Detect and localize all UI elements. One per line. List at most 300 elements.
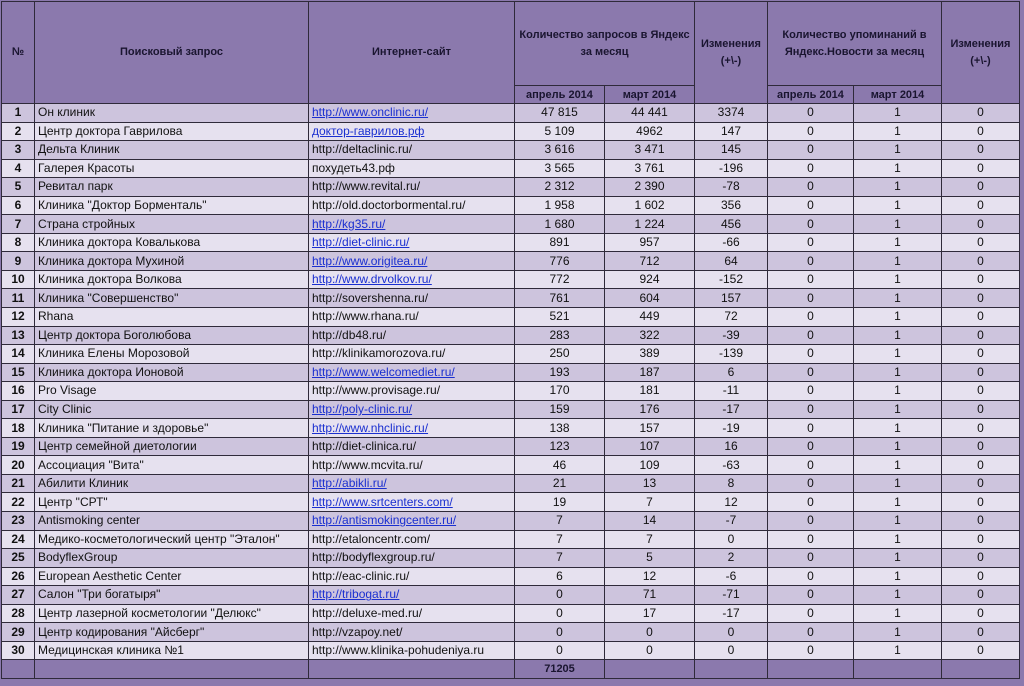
requests-change-cell[interactable]: -78 [695, 178, 768, 197]
april-requests-cell[interactable]: 3 565 [515, 159, 605, 178]
april-mentions-cell[interactable]: 0 [768, 641, 854, 660]
row-number[interactable]: 11 [2, 289, 35, 308]
query-cell[interactable]: Rhana [35, 308, 309, 327]
march-requests-cell[interactable]: 0 [605, 641, 695, 660]
row-number[interactable]: 27 [2, 586, 35, 605]
requests-change-cell[interactable]: -39 [695, 326, 768, 345]
query-cell[interactable]: BodyflexGroup [35, 549, 309, 568]
query-cell[interactable]: Клиника доктора Ионовой [35, 363, 309, 382]
row-number[interactable]: 3 [2, 141, 35, 160]
march-mentions-cell[interactable]: 1 [854, 604, 942, 623]
march-mentions-cell[interactable]: 1 [854, 382, 942, 401]
site-link[interactable]: http://www.nhclinic.ru/ [312, 420, 429, 435]
requests-change-cell[interactable]: 145 [695, 141, 768, 160]
site-cell[interactable]: http://old.doctorbormental.ru/ [309, 196, 515, 215]
query-cell[interactable]: Галерея Красоты [35, 159, 309, 178]
col-requests-header[interactable]: Количество запросов в Яндекс за месяц [515, 2, 695, 86]
march-requests-cell[interactable]: 957 [605, 233, 695, 252]
march-mentions-cell[interactable]: 1 [854, 308, 942, 327]
april-mentions-cell[interactable]: 0 [768, 419, 854, 438]
march-requests-cell[interactable]: 712 [605, 252, 695, 271]
march-requests-cell[interactable]: 7 [605, 530, 695, 549]
site-cell[interactable] [309, 493, 515, 512]
site-cell[interactable] [309, 400, 515, 419]
march-mentions-cell[interactable]: 1 [854, 233, 942, 252]
march-mentions-cell[interactable]: 1 [854, 493, 942, 512]
mentions-change-cell[interactable]: 0 [942, 363, 1020, 382]
row-number[interactable]: 14 [2, 345, 35, 364]
site-link[interactable]: http://www.origitea.ru/ [312, 253, 428, 268]
march-mentions-cell[interactable]: 1 [854, 549, 942, 568]
requests-change-cell[interactable]: 0 [695, 530, 768, 549]
april-requests-cell[interactable]: 170 [515, 382, 605, 401]
query-cell[interactable]: Ассоциация "Вита" [35, 456, 309, 475]
site-cell[interactable] [309, 512, 515, 531]
march-mentions-cell[interactable]: 1 [854, 159, 942, 178]
query-cell[interactable]: Pro Visage [35, 382, 309, 401]
row-number[interactable]: 26 [2, 567, 35, 586]
requests-change-cell[interactable]: 64 [695, 252, 768, 271]
april-requests-cell[interactable]: 772 [515, 270, 605, 289]
mentions-change-cell[interactable]: 0 [942, 196, 1020, 215]
site-cell[interactable]: http://www.revital.ru/ [309, 178, 515, 197]
march-requests-cell[interactable]: 1 602 [605, 196, 695, 215]
mentions-change-cell[interactable]: 0 [942, 289, 1020, 308]
april-requests-cell[interactable]: 19 [515, 493, 605, 512]
site-link[interactable]: http://tribogat.ru/ [312, 587, 400, 602]
query-cell[interactable]: Абилити Клиник [35, 474, 309, 493]
mentions-change-cell[interactable]: 0 [942, 474, 1020, 493]
query-cell[interactable]: Салон "Три богатыря" [35, 586, 309, 605]
site-cell[interactable]: http://www.mcvita.ru/ [309, 456, 515, 475]
requests-change-cell[interactable]: -66 [695, 233, 768, 252]
march-mentions-cell[interactable]: 1 [854, 104, 942, 123]
april-mentions-cell[interactable]: 0 [768, 104, 854, 123]
query-cell[interactable]: Дельта Клиник [35, 141, 309, 160]
april-mentions-cell[interactable]: 0 [768, 382, 854, 401]
row-number[interactable]: 25 [2, 549, 35, 568]
mentions-change-cell[interactable]: 0 [942, 215, 1020, 234]
site-cell[interactable]: http://www.provisage.ru/ [309, 382, 515, 401]
april-mentions-cell[interactable]: 0 [768, 308, 854, 327]
col-num-header[interactable]: № [2, 2, 35, 104]
mentions-change-cell[interactable]: 0 [942, 549, 1020, 568]
query-cell[interactable]: Клиника доктора Мухиной [35, 252, 309, 271]
query-cell[interactable]: Центр доктора Боголюбова [35, 326, 309, 345]
query-cell[interactable]: Медицинская клиника №1 [35, 641, 309, 660]
march-requests-cell[interactable]: 17 [605, 604, 695, 623]
site-cell[interactable]: http://sovershenna.ru/ [309, 289, 515, 308]
row-number[interactable]: 29 [2, 623, 35, 642]
query-cell[interactable]: Клиника "Совершенство" [35, 289, 309, 308]
row-number[interactable]: 2 [2, 122, 35, 141]
row-number[interactable]: 28 [2, 604, 35, 623]
march-requests-cell[interactable]: 13 [605, 474, 695, 493]
mentions-change-cell[interactable]: 0 [942, 437, 1020, 456]
requests-change-cell[interactable]: -63 [695, 456, 768, 475]
query-cell[interactable]: Медико-косметологический центр "Эталон" [35, 530, 309, 549]
april-mentions-cell[interactable]: 0 [768, 512, 854, 531]
requests-change-cell[interactable]: 2 [695, 549, 768, 568]
april-requests-cell[interactable]: 7 [515, 549, 605, 568]
site-cell[interactable] [309, 419, 515, 438]
row-number[interactable]: 21 [2, 474, 35, 493]
site-cell[interactable]: http://etaloncentr.com/ [309, 530, 515, 549]
query-cell[interactable]: Страна стройных [35, 215, 309, 234]
april-requests-cell[interactable]: 0 [515, 623, 605, 642]
site-link[interactable]: http://www.drvolkov.ru/ [312, 272, 432, 287]
mentions-change-cell[interactable]: 0 [942, 308, 1020, 327]
row-number[interactable]: 1 [2, 104, 35, 123]
april-requests-cell[interactable]: 283 [515, 326, 605, 345]
site-link[interactable]: http://antismokingcenter.ru/ [312, 513, 457, 528]
query-cell[interactable]: Центр "СРТ" [35, 493, 309, 512]
site-link[interactable]: http://poly-clinic.ru/ [312, 402, 413, 417]
site-cell[interactable]: http://deltaclinic.ru/ [309, 141, 515, 160]
mentions-change-cell[interactable]: 0 [942, 104, 1020, 123]
site-cell[interactable] [309, 270, 515, 289]
site-cell[interactable] [309, 104, 515, 123]
march-requests-cell[interactable]: 181 [605, 382, 695, 401]
mentions-change-cell[interactable]: 0 [942, 345, 1020, 364]
march-mentions-cell[interactable]: 1 [854, 437, 942, 456]
mentions-change-cell[interactable]: 0 [942, 456, 1020, 475]
april-mentions-cell[interactable]: 0 [768, 400, 854, 419]
mentions-change-cell[interactable]: 0 [942, 623, 1020, 642]
mentions-change-cell[interactable]: 0 [942, 178, 1020, 197]
site-cell[interactable] [309, 215, 515, 234]
april-requests-cell[interactable]: 159 [515, 400, 605, 419]
march-requests-cell[interactable]: 5 [605, 549, 695, 568]
april-mentions-cell[interactable]: 0 [768, 122, 854, 141]
requests-change-cell[interactable]: 157 [695, 289, 768, 308]
requests-change-cell[interactable]: -139 [695, 345, 768, 364]
mentions-change-cell[interactable]: 0 [942, 604, 1020, 623]
total-value[interactable]: 71205 [515, 660, 605, 679]
march-requests-cell[interactable]: 71 [605, 586, 695, 605]
subheader-april-mentions[interactable]: апрель 2014 [768, 86, 854, 104]
march-requests-cell[interactable]: 107 [605, 437, 695, 456]
mentions-change-cell[interactable]: 0 [942, 400, 1020, 419]
row-number[interactable]: 22 [2, 493, 35, 512]
row-number[interactable]: 23 [2, 512, 35, 531]
query-cell[interactable]: Клиника "Доктор Борменталь" [35, 196, 309, 215]
march-mentions-cell[interactable]: 1 [854, 641, 942, 660]
march-requests-cell[interactable]: 44 441 [605, 104, 695, 123]
site-link[interactable]: http://www.onclinic.ru/ [312, 105, 429, 120]
april-mentions-cell[interactable]: 0 [768, 196, 854, 215]
april-mentions-cell[interactable]: 0 [768, 549, 854, 568]
march-requests-cell[interactable]: 157 [605, 419, 695, 438]
requests-change-cell[interactable]: 12 [695, 493, 768, 512]
site-cell[interactable] [309, 233, 515, 252]
site-link[interactable]: http://www.welcomediet.ru/ [312, 364, 455, 379]
march-requests-cell[interactable]: 1 224 [605, 215, 695, 234]
col-mentions-change-header[interactable]: Изменения (+\-) [942, 2, 1020, 104]
mentions-change-cell[interactable]: 0 [942, 530, 1020, 549]
march-mentions-cell[interactable]: 1 [854, 567, 942, 586]
site-link[interactable]: http://abikli.ru/ [312, 476, 387, 491]
mentions-change-cell[interactable]: 0 [942, 252, 1020, 271]
march-requests-cell[interactable]: 2 390 [605, 178, 695, 197]
query-cell[interactable]: Центр кодирования "Айсберг" [35, 623, 309, 642]
total-empty-cell[interactable] [35, 660, 309, 679]
site-cell[interactable] [309, 363, 515, 382]
row-number[interactable]: 6 [2, 196, 35, 215]
requests-change-cell[interactable]: -152 [695, 270, 768, 289]
requests-change-cell[interactable]: -19 [695, 419, 768, 438]
requests-change-cell[interactable]: -71 [695, 586, 768, 605]
requests-change-cell[interactable]: 3374 [695, 104, 768, 123]
april-requests-cell[interactable]: 761 [515, 289, 605, 308]
site-cell[interactable]: http://bodyflexgroup.ru/ [309, 549, 515, 568]
requests-change-cell[interactable]: 356 [695, 196, 768, 215]
march-mentions-cell[interactable]: 1 [854, 326, 942, 345]
mentions-change-cell[interactable]: 0 [942, 233, 1020, 252]
march-requests-cell[interactable]: 924 [605, 270, 695, 289]
site-cell[interactable]: http://www.rhana.ru/ [309, 308, 515, 327]
april-mentions-cell[interactable]: 0 [768, 493, 854, 512]
row-number[interactable]: 19 [2, 437, 35, 456]
march-mentions-cell[interactable]: 1 [854, 363, 942, 382]
march-mentions-cell[interactable]: 1 [854, 141, 942, 160]
april-mentions-cell[interactable]: 0 [768, 456, 854, 475]
april-mentions-cell[interactable]: 0 [768, 326, 854, 345]
april-requests-cell[interactable]: 46 [515, 456, 605, 475]
april-requests-cell[interactable]: 776 [515, 252, 605, 271]
mentions-change-cell[interactable]: 0 [942, 159, 1020, 178]
site-link[interactable]: доктор-гаврилов.рф [312, 123, 425, 138]
site-link[interactable]: http://diet-clinic.ru/ [312, 235, 410, 250]
site-cell[interactable]: http://deluxe-med.ru/ [309, 604, 515, 623]
march-mentions-cell[interactable]: 1 [854, 178, 942, 197]
query-cell[interactable]: City Clinic [35, 400, 309, 419]
query-cell[interactable]: Центр доктора Гаврилова [35, 122, 309, 141]
total-empty-cell[interactable] [942, 660, 1020, 679]
row-number[interactable]: 7 [2, 215, 35, 234]
mentions-change-cell[interactable]: 0 [942, 512, 1020, 531]
april-requests-cell[interactable]: 21 [515, 474, 605, 493]
row-number[interactable]: 10 [2, 270, 35, 289]
march-mentions-cell[interactable]: 1 [854, 530, 942, 549]
april-mentions-cell[interactable]: 0 [768, 363, 854, 382]
april-requests-cell[interactable]: 521 [515, 308, 605, 327]
query-cell[interactable]: Клиника доктора Волкова [35, 270, 309, 289]
requests-change-cell[interactable]: 72 [695, 308, 768, 327]
april-mentions-cell[interactable]: 0 [768, 215, 854, 234]
mentions-change-cell[interactable]: 0 [942, 270, 1020, 289]
mentions-change-cell[interactable]: 0 [942, 141, 1020, 160]
site-cell[interactable] [309, 122, 515, 141]
col-change-header[interactable]: Изменения (+\-) [695, 2, 768, 104]
row-number[interactable]: 18 [2, 419, 35, 438]
april-requests-cell[interactable]: 193 [515, 363, 605, 382]
march-mentions-cell[interactable]: 1 [854, 419, 942, 438]
site-cell[interactable]: http://www.klinika-pohudeniya.ru [309, 641, 515, 660]
april-requests-cell[interactable]: 2 312 [515, 178, 605, 197]
requests-change-cell[interactable]: 456 [695, 215, 768, 234]
march-mentions-cell[interactable]: 1 [854, 196, 942, 215]
site-cell[interactable]: похудеть43.рф [309, 159, 515, 178]
site-cell[interactable]: http://vzapoy.net/ [309, 623, 515, 642]
april-mentions-cell[interactable]: 0 [768, 567, 854, 586]
april-mentions-cell[interactable]: 0 [768, 233, 854, 252]
requests-change-cell[interactable]: -17 [695, 604, 768, 623]
total-empty-cell[interactable] [605, 660, 695, 679]
requests-change-cell[interactable]: 8 [695, 474, 768, 493]
april-mentions-cell[interactable]: 0 [768, 345, 854, 364]
march-mentions-cell[interactable]: 1 [854, 215, 942, 234]
march-requests-cell[interactable]: 3 761 [605, 159, 695, 178]
row-number[interactable]: 4 [2, 159, 35, 178]
requests-change-cell[interactable]: 0 [695, 641, 768, 660]
query-cell[interactable]: Центр семейной диетологии [35, 437, 309, 456]
site-cell[interactable] [309, 474, 515, 493]
row-number[interactable]: 9 [2, 252, 35, 271]
march-requests-cell[interactable]: 7 [605, 493, 695, 512]
april-mentions-cell[interactable]: 0 [768, 289, 854, 308]
march-requests-cell[interactable]: 449 [605, 308, 695, 327]
april-mentions-cell[interactable]: 0 [768, 141, 854, 160]
query-cell[interactable]: Центр лазерной косметологии "Делюкс" [35, 604, 309, 623]
april-requests-cell[interactable]: 123 [515, 437, 605, 456]
mentions-change-cell[interactable]: 0 [942, 586, 1020, 605]
query-cell[interactable]: Клиника Елены Морозовой [35, 345, 309, 364]
april-requests-cell[interactable]: 47 815 [515, 104, 605, 123]
mentions-change-cell[interactable]: 0 [942, 419, 1020, 438]
row-number[interactable]: 8 [2, 233, 35, 252]
april-requests-cell[interactable]: 0 [515, 641, 605, 660]
april-mentions-cell[interactable]: 0 [768, 437, 854, 456]
april-requests-cell[interactable]: 891 [515, 233, 605, 252]
row-number[interactable]: 24 [2, 530, 35, 549]
total-empty-cell[interactable] [854, 660, 942, 679]
requests-change-cell[interactable]: -11 [695, 382, 768, 401]
march-mentions-cell[interactable]: 1 [854, 456, 942, 475]
requests-change-cell[interactable]: -196 [695, 159, 768, 178]
col-mentions-header[interactable]: Количество упоминаний в Яндекс.Новости за месяц [768, 2, 942, 86]
march-requests-cell[interactable]: 604 [605, 289, 695, 308]
march-mentions-cell[interactable]: 1 [854, 623, 942, 642]
march-mentions-cell[interactable]: 1 [854, 512, 942, 531]
march-mentions-cell[interactable]: 1 [854, 270, 942, 289]
query-cell[interactable]: Клиника доктора Ковалькова [35, 233, 309, 252]
april-requests-cell[interactable]: 1 680 [515, 215, 605, 234]
april-requests-cell[interactable]: 1 958 [515, 196, 605, 215]
march-requests-cell[interactable]: 4962 [605, 122, 695, 141]
april-mentions-cell[interactable]: 0 [768, 252, 854, 271]
requests-change-cell[interactable]: 147 [695, 122, 768, 141]
march-requests-cell[interactable]: 109 [605, 456, 695, 475]
april-mentions-cell[interactable]: 0 [768, 178, 854, 197]
subheader-march[interactable]: март 2014 [605, 86, 695, 104]
april-requests-cell[interactable]: 0 [515, 604, 605, 623]
april-mentions-cell[interactable]: 0 [768, 159, 854, 178]
requests-change-cell[interactable]: 16 [695, 437, 768, 456]
site-cell[interactable] [309, 586, 515, 605]
row-number[interactable]: 5 [2, 178, 35, 197]
april-requests-cell[interactable]: 5 109 [515, 122, 605, 141]
april-mentions-cell[interactable]: 0 [768, 586, 854, 605]
site-cell[interactable] [309, 252, 515, 271]
march-mentions-cell[interactable]: 1 [854, 400, 942, 419]
march-requests-cell[interactable]: 389 [605, 345, 695, 364]
april-mentions-cell[interactable]: 0 [768, 270, 854, 289]
total-empty-cell[interactable] [768, 660, 854, 679]
march-requests-cell[interactable]: 187 [605, 363, 695, 382]
site-cell[interactable]: http://klinikamorozova.ru/ [309, 345, 515, 364]
query-cell[interactable]: Antismoking center [35, 512, 309, 531]
requests-change-cell[interactable]: 6 [695, 363, 768, 382]
april-requests-cell[interactable]: 3 616 [515, 141, 605, 160]
query-cell[interactable]: Клиника "Питание и здоровье" [35, 419, 309, 438]
total-empty-cell[interactable] [2, 660, 35, 679]
march-requests-cell[interactable]: 176 [605, 400, 695, 419]
april-mentions-cell[interactable]: 0 [768, 530, 854, 549]
query-cell[interactable]: Ревитал парк [35, 178, 309, 197]
row-number[interactable]: 15 [2, 363, 35, 382]
requests-change-cell[interactable]: -17 [695, 400, 768, 419]
march-mentions-cell[interactable]: 1 [854, 345, 942, 364]
row-number[interactable]: 17 [2, 400, 35, 419]
march-mentions-cell[interactable]: 1 [854, 474, 942, 493]
row-number[interactable]: 13 [2, 326, 35, 345]
march-requests-cell[interactable]: 3 471 [605, 141, 695, 160]
march-mentions-cell[interactable]: 1 [854, 586, 942, 605]
mentions-change-cell[interactable]: 0 [942, 493, 1020, 512]
row-number[interactable]: 12 [2, 308, 35, 327]
april-mentions-cell[interactable]: 0 [768, 623, 854, 642]
march-requests-cell[interactable]: 14 [605, 512, 695, 531]
april-requests-cell[interactable]: 6 [515, 567, 605, 586]
april-requests-cell[interactable]: 250 [515, 345, 605, 364]
query-cell[interactable]: Он клиник [35, 104, 309, 123]
row-number[interactable]: 30 [2, 641, 35, 660]
march-mentions-cell[interactable]: 1 [854, 252, 942, 271]
april-requests-cell[interactable]: 7 [515, 530, 605, 549]
march-requests-cell[interactable]: 322 [605, 326, 695, 345]
mentions-change-cell[interactable]: 0 [942, 641, 1020, 660]
mentions-change-cell[interactable]: 0 [942, 326, 1020, 345]
query-cell[interactable]: European Aesthetic Center [35, 567, 309, 586]
site-link[interactable]: http://kg35.ru/ [312, 216, 386, 231]
total-empty-cell[interactable] [309, 660, 515, 679]
site-cell[interactable]: http://db48.ru/ [309, 326, 515, 345]
requests-change-cell[interactable]: 0 [695, 623, 768, 642]
april-requests-cell[interactable]: 0 [515, 586, 605, 605]
april-mentions-cell[interactable]: 0 [768, 604, 854, 623]
mentions-change-cell[interactable]: 0 [942, 567, 1020, 586]
total-empty-cell[interactable] [695, 660, 768, 679]
requests-change-cell[interactable]: -7 [695, 512, 768, 531]
march-requests-cell[interactable]: 12 [605, 567, 695, 586]
row-number[interactable]: 16 [2, 382, 35, 401]
site-cell[interactable]: http://eac-clinic.ru/ [309, 567, 515, 586]
april-requests-cell[interactable]: 138 [515, 419, 605, 438]
mentions-change-cell[interactable]: 0 [942, 122, 1020, 141]
col-site-header[interactable]: Интернет-сайт [309, 2, 515, 104]
march-requests-cell[interactable]: 0 [605, 623, 695, 642]
col-query-header[interactable]: Поисковый запрос [35, 2, 309, 104]
subheader-april[interactable]: апрель 2014 [515, 86, 605, 104]
row-number[interactable]: 20 [2, 456, 35, 475]
subheader-march-mentions[interactable]: март 2014 [854, 86, 942, 104]
march-mentions-cell[interactable]: 1 [854, 289, 942, 308]
mentions-change-cell[interactable]: 0 [942, 382, 1020, 401]
april-requests-cell[interactable]: 7 [515, 512, 605, 531]
requests-change-cell[interactable]: -6 [695, 567, 768, 586]
march-mentions-cell[interactable]: 1 [854, 122, 942, 141]
